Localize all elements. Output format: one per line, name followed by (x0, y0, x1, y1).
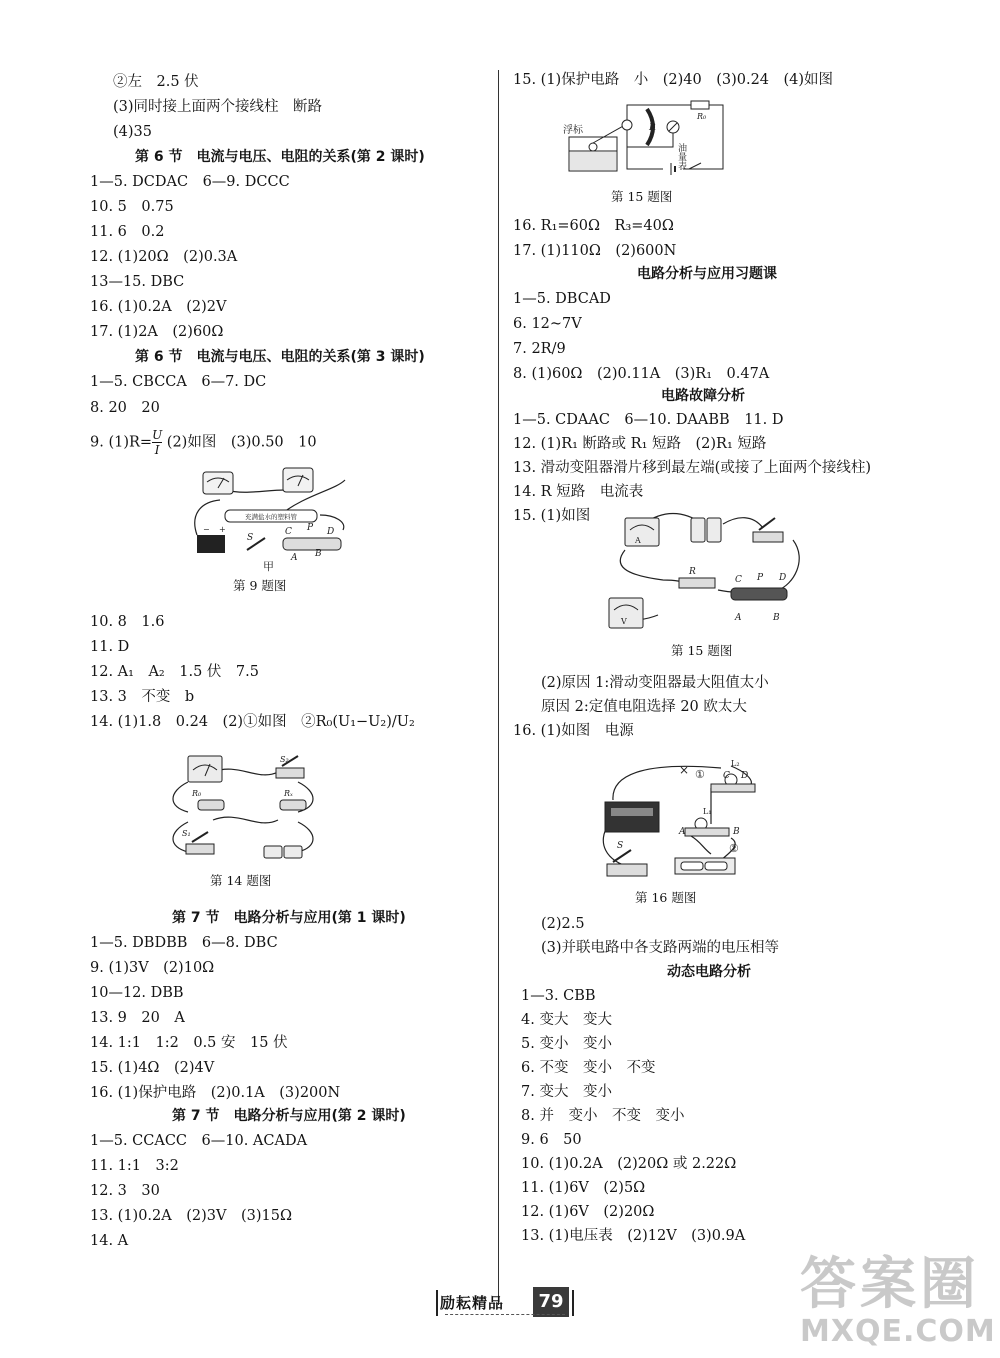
figure-14-circuit (168, 752, 318, 868)
svg-text:R: R (689, 567, 696, 577)
svg-text:D: D (741, 771, 749, 781)
section-heading: 第 6 节 电流与电压、电阻的关系(第 3 课时) (135, 349, 425, 365)
answer-line: 1—5. CBCCA 6—7. DC (90, 374, 267, 390)
answer-line: 10—12. DBB (90, 985, 184, 1001)
ammeter-icon (203, 472, 233, 494)
figure-15a-oil-gauge-circuit (563, 97, 763, 181)
answer-line: 14. (1)1.8 0.24 (2)①如图 ②R₀(U₁−U₂)/U₂ (90, 714, 415, 730)
svg-text:L₂: L₂ (731, 759, 740, 768)
answer-line: 1—5. DBCAD (513, 291, 611, 307)
answer-line: ②左 2.5 伏 (113, 74, 199, 90)
figure-caption: 第 14 题图 (210, 873, 272, 888)
resistor-r0-icon (691, 101, 709, 109)
answer-line: (3)并联电路中各支路两端的电压相等 (541, 940, 780, 956)
svg-text:C: C (285, 527, 292, 537)
figure-caption: 第 9 题图 (233, 578, 287, 593)
svg-text:C: C (723, 771, 730, 781)
svg-text:S₁: S₁ (182, 829, 191, 838)
svg-text:V: V (621, 617, 627, 626)
answer-line: 14. 1:1 1:2 0.5 安 15 伏 (90, 1035, 288, 1051)
figure-caption: 第 15 题图 (611, 189, 673, 204)
answer-line: 9. 6 50 (521, 1132, 582, 1148)
svg-text:A: A (735, 613, 742, 623)
float-icon (589, 143, 597, 151)
figure-caption: 第 16 题图 (635, 890, 697, 905)
battery-icon (707, 518, 721, 542)
answer-line: 13—15. DBC (90, 274, 185, 290)
answer-line: 16. (1)保护电路 (2)0.1A (3)200N (90, 1085, 341, 1101)
answer-line: 6. 不变 变小 不变 (521, 1060, 656, 1076)
answer-line: (2)原因 1:滑动变阻器最大阻值太小 (541, 675, 769, 691)
figure-9-circuit (185, 460, 365, 572)
svg-text:B: B (773, 613, 780, 623)
svg-text:D: D (327, 527, 335, 537)
answer-line: 13. 滑动变阻器滑片移到最左端(或接了上面两个接线柱) (513, 460, 871, 476)
answer-line: 7. 2R/9 (513, 341, 566, 357)
footer-bracket-right (572, 1290, 574, 1316)
answer-line: 17. (1)2A (2)60Ω (90, 324, 224, 340)
section-heading: 第 7 节 电路分析与应用(第 2 课时) (172, 1108, 406, 1124)
page-number: 79 (533, 1287, 569, 1317)
svg-text:S₂: S₂ (280, 755, 289, 764)
answer-line: 12. (1)6V (2)20Ω (521, 1204, 655, 1220)
section-heading: 动态电路分析 (667, 964, 751, 980)
column-divider (498, 70, 499, 1305)
section-heading: 第 7 节 电路分析与应用(第 1 课时) (172, 910, 406, 926)
answer-line: 15. (1)4Ω (2)4V (90, 1060, 215, 1076)
svg-text:C: C (735, 575, 742, 585)
battery-icon (197, 535, 225, 553)
battery-icon (284, 846, 302, 858)
answer-line: 12. (1)R₁ 断路或 R₁ 短路 (2)R₁ 短路 (513, 436, 767, 452)
answer-line: 12. A₁ A₂ 1.5 伏 7.5 (90, 664, 259, 680)
answer-line: 1—3. CBB (521, 988, 596, 1004)
answer-line: 14. R 短路 电流表 (513, 484, 644, 500)
answer-line: 12. (1)20Ω (2)0.3A (90, 249, 238, 265)
svg-text:②: ② (729, 842, 739, 855)
svg-text:R: R (649, 123, 656, 133)
footer-bracket-left (436, 1290, 438, 1316)
formula-prefix: 9. (1)R= (90, 434, 153, 451)
answer-line: 11. 1:1 3:2 (90, 1158, 179, 1174)
svg-text:S: S (617, 841, 624, 851)
answer-line: 13. 3 不变 b (90, 689, 195, 705)
fraction-u-over-i (152, 428, 162, 457)
switch-icon (607, 864, 647, 876)
rheostat-icon (283, 538, 341, 550)
answer-line: 6. 12~7V (513, 316, 582, 332)
answer-line: 4. 变大 变大 (521, 1012, 612, 1028)
section-heading: 第 6 节 电流与电压、电阻的关系(第 2 课时) (135, 149, 425, 165)
fraction-denominator: I (152, 442, 162, 457)
svg-text:×: × (679, 763, 690, 777)
svg-text:R₀: R₀ (697, 112, 707, 121)
svg-text:Rₓ: Rₓ (284, 789, 293, 798)
answer-line: 7. 变大 变小 (521, 1084, 612, 1100)
answer-line: 10. 8 1.6 (90, 614, 165, 630)
svg-text:B: B (733, 827, 740, 837)
svg-text:A: A (635, 536, 641, 545)
answer-line: 16. R₁=60Ω R₃=40Ω (513, 218, 674, 234)
battery-icon (691, 518, 705, 542)
ammeter-icon (625, 518, 659, 546)
svg-text:−: − (203, 525, 210, 534)
voltmeter-icon (188, 756, 222, 782)
answer-line: 1—5. CDAAC 6—10. DAABB 11. D (513, 412, 784, 428)
svg-text:A: A (679, 827, 686, 837)
svg-text:L₁: L₁ (703, 807, 712, 816)
switch-s2-icon (276, 768, 304, 778)
svg-text:D: D (779, 573, 787, 583)
tube-label: 充满盐水的塑料管 (245, 513, 297, 521)
svg-text:B: B (315, 549, 322, 559)
answer-line: 8. 20 20 (90, 400, 160, 416)
svg-text:P: P (307, 523, 314, 533)
answer-line: 17. (1)110Ω (2)600N (513, 243, 677, 259)
formula-suffix: (2)如图 (3)0.50 10 (166, 434, 317, 451)
svg-text:R₀: R₀ (192, 789, 202, 798)
svg-text:S: S (247, 533, 254, 543)
answer-line: 5. 变小 变小 (521, 1036, 612, 1052)
brand-logo: 励耘精品 (440, 1294, 505, 1312)
answer-line: 14. A (90, 1233, 129, 1249)
switch-icon (689, 163, 701, 169)
answer-line: 10. (1)0.2A (2)20Ω 或 2.22Ω (521, 1156, 737, 1172)
rheostat-icon (605, 802, 659, 832)
answer-line: 1—5. CCACC 6—10. ACADA (90, 1133, 308, 1149)
answer-line: 15. (1)保护电路 小 (2)40 (3)0.24 (4)如图 (513, 72, 834, 88)
answer-line: 13. (1)电压表 (2)12V (3)0.9A (521, 1228, 746, 1244)
answer-line: 12. 3 30 (90, 1183, 160, 1199)
svg-text:①: ① (695, 768, 705, 781)
resistor-r0-icon (198, 800, 224, 810)
answer-line: (3)同时接上面两个接线柱 断路 (113, 99, 323, 115)
figure-16-circuit (591, 752, 773, 886)
answer-line: (2)2.5 (541, 916, 585, 932)
pivot-icon (622, 120, 632, 130)
answer-line: 13. 9 20 A (90, 1010, 185, 1026)
section-heading: 电路故障分析 (661, 388, 745, 404)
answer-line: 9. (1)3V (2)10Ω (90, 960, 215, 976)
answer-line: 15. (1)如图 (513, 508, 591, 524)
rheostat-icon (731, 588, 787, 600)
svg-text:P: P (757, 573, 764, 583)
figure-caption: 第 15 题图 (671, 643, 733, 658)
answer-line: 16. (1)如图 电源 (513, 723, 634, 739)
svg-text:+: + (219, 525, 226, 534)
answer-line: 8. (1)60Ω (2)0.11A (3)R₁ 0.47A (513, 366, 770, 382)
answer-line: (4)35 (113, 124, 152, 140)
figure-15b-circuit (603, 510, 803, 638)
resistor-r-icon (679, 578, 715, 588)
oil-meter-label: 油量表 (676, 143, 686, 170)
battery-icon (264, 846, 282, 858)
watermark (800, 1252, 996, 1349)
footer-rule (445, 1314, 565, 1315)
switch-icon (753, 532, 783, 542)
svg-text:A: A (291, 553, 298, 563)
float-label: 浮标 (563, 125, 583, 136)
answer-line: 原因 2:定值电阻选择 20 欧太大 (541, 699, 747, 715)
answer-line: 10. 5 0.75 (90, 199, 174, 215)
answer-line: 11. (1)6V (2)5Ω (521, 1180, 646, 1196)
answer-line: 1—5. DCDAC 6—9. DCCC (90, 174, 290, 190)
watermark-title: 答案圈 (800, 1252, 980, 1317)
answer-line-with-formula (90, 428, 317, 457)
resistor-rx-icon (280, 800, 306, 810)
fraction-numerator: U (152, 428, 163, 442)
switch-s1-icon (186, 844, 214, 854)
answer-line: 1—5. DBDBB 6—8. DBC (90, 935, 278, 951)
answer-line: 13. (1)0.2A (2)3V (3)15Ω (90, 1208, 292, 1224)
watermark-url: MXQE.COM (800, 1314, 996, 1349)
figure-sublabel: 甲 (263, 560, 274, 572)
answer-line: 16. (1)0.2A (2)2V (90, 299, 227, 315)
section-heading: 电路分析与应用习题课 (637, 266, 777, 282)
answer-line: 11. D (90, 639, 130, 655)
answer-line: 8. 并 变小 不变 变小 (521, 1108, 685, 1124)
answer-line: 11. 6 0.2 (90, 224, 165, 240)
